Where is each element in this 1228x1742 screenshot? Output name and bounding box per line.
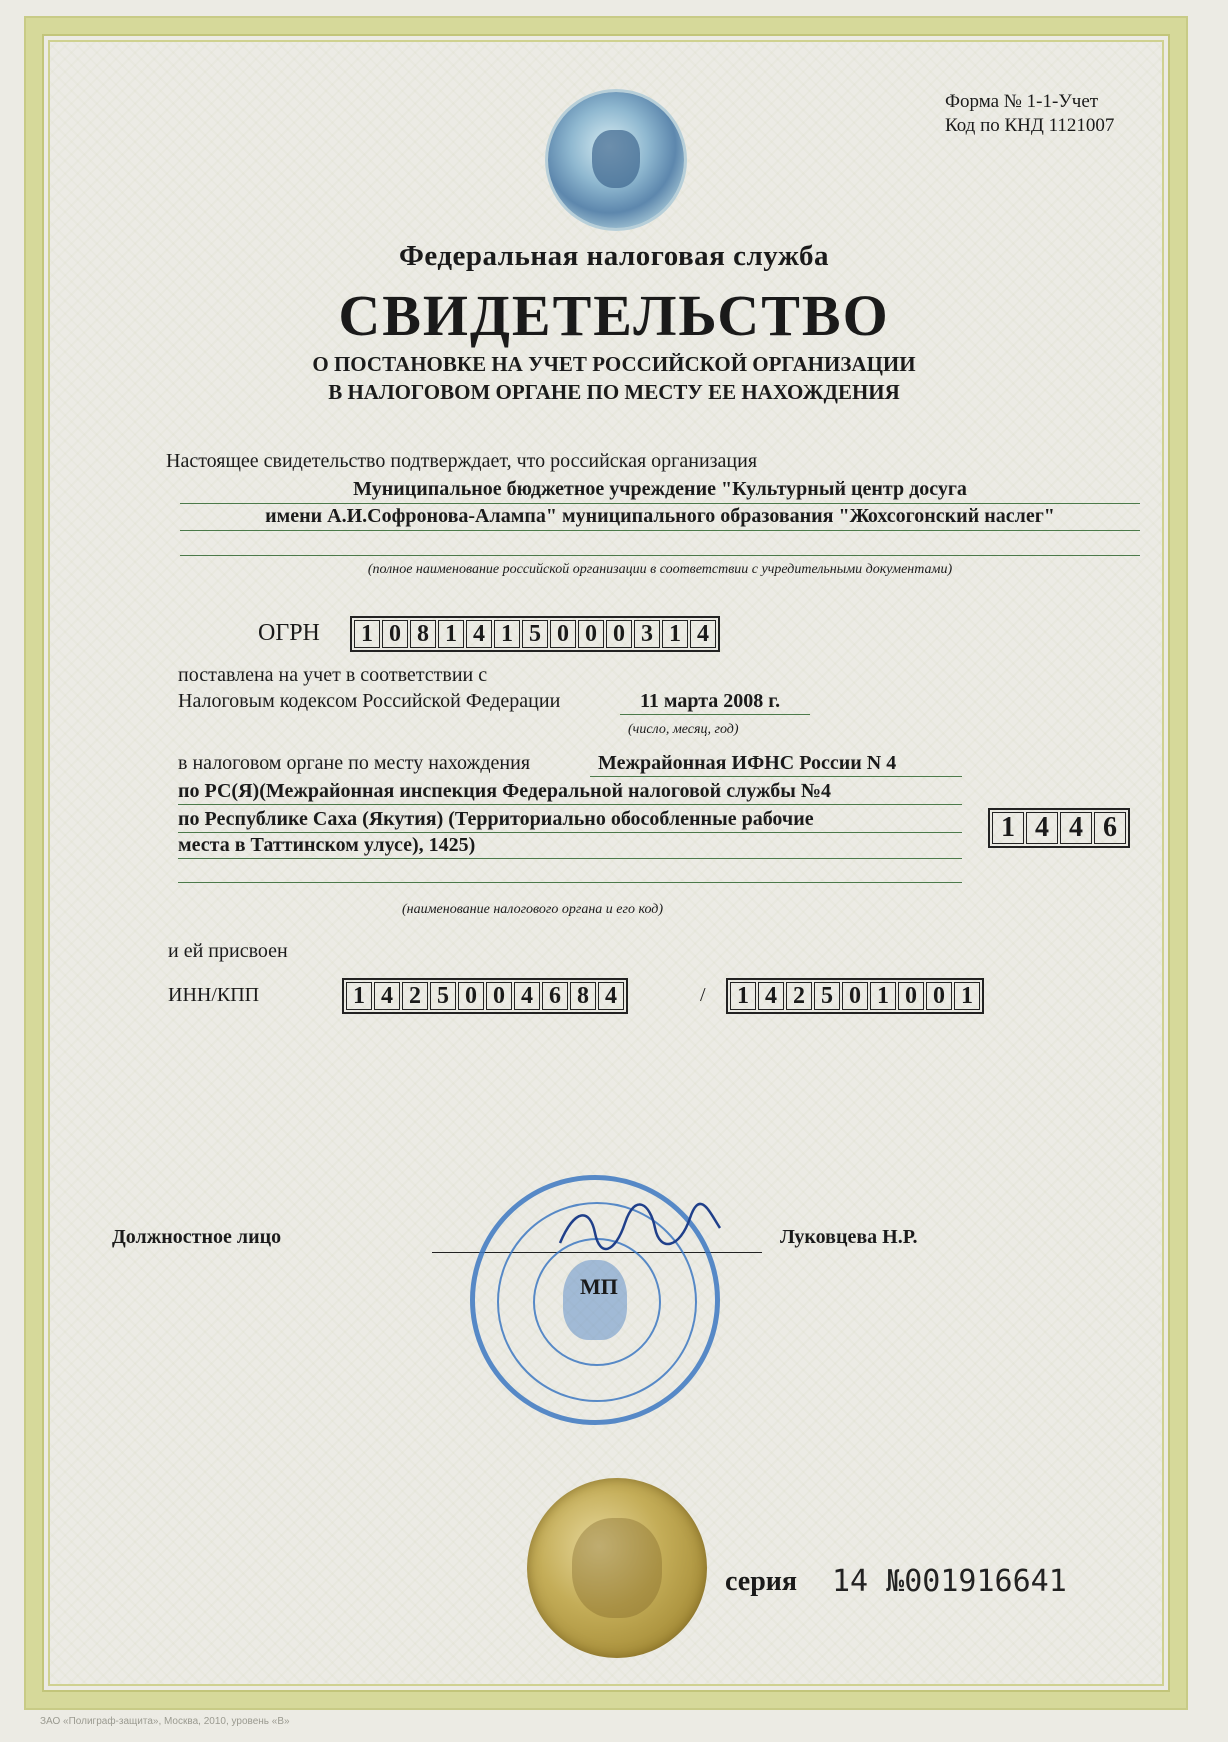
digit-box: 6 (542, 982, 568, 1010)
org-name-underline-1 (180, 503, 1140, 504)
intro-text: Настоящее свидетельство подтверждает, что российская организация (166, 450, 758, 472)
stamp-eagle-icon (563, 1260, 627, 1340)
digit-box: 0 (898, 982, 924, 1010)
hologram-emblem-icon (548, 92, 684, 228)
digit-box: 4 (758, 982, 784, 1010)
registration-date: 11 марта 2008 г. (640, 690, 781, 712)
subtitle-line-1: О ПОСТАНОВКЕ НА УЧЕТ РОССИЙСКОЙ ОРГАНИЗАЦИИ (312, 352, 916, 376)
org-name-underline-3 (180, 555, 1140, 556)
tax-office-line-2: по РС(Я)(Межрайонная инспекция Федеральной налоговой службы №4 (178, 780, 831, 802)
digit-box: 1 (730, 982, 756, 1010)
digit-box: 0 (926, 982, 952, 1010)
org-name-note: (полное наименование российской организации в соответствии с учредительными документами) (367, 562, 953, 577)
org-name-line-2: имени А.И.Софронова-Алампа" муниципального образования "Жохсогонский наслег" (265, 505, 1055, 527)
date-note: (число, месяц, год) (628, 722, 739, 737)
digit-box: 1 (870, 982, 896, 1010)
digit-box: 0 (458, 982, 484, 1010)
page-title: СВИДЕТЕЛЬСТВО (338, 283, 890, 348)
inn-kpp-label: ИНН/КПП (168, 984, 260, 1006)
inn-kpp-separator: / (700, 984, 706, 1006)
digit-box: 1 (662, 620, 688, 648)
tax-office-underline-5 (178, 882, 962, 883)
digit-box: 0 (486, 982, 512, 1010)
subtitle-line-2: В НАЛОГОВОМ ОРГАНЕ ПО МЕСТУ ЕЕ НАХОЖДЕНИЯ (328, 380, 900, 404)
digit-box: 8 (410, 620, 436, 648)
eagle-icon (592, 130, 640, 188)
printer-footer: ЗАО «Полиграф-защита», Москва, 2010, уровень «В» (40, 1716, 290, 1727)
digit-box: 6 (1094, 812, 1126, 844)
digit-box: 2 (786, 982, 812, 1010)
tax-office-line-1: Межрайонная ИФНС России N 4 (598, 752, 897, 774)
digit-box: 1 (494, 620, 520, 648)
ogrn-label: ОГРН (258, 620, 320, 646)
digit-box: 4 (466, 620, 492, 648)
ogrn-boxes (350, 616, 720, 652)
mp-label: МП (580, 1274, 618, 1299)
registered-line-2: Налоговым кодексом Российской Федерации (178, 690, 561, 712)
form-number (945, 90, 1114, 138)
tax-office-underline-2 (178, 804, 962, 805)
digit-box: 5 (814, 982, 840, 1010)
authority-name: Федеральная налоговая служба (398, 240, 830, 272)
digit-box: 0 (578, 620, 604, 648)
tax-office-label: в налоговом органе по месту нахождения (178, 752, 531, 774)
digit-box: 0 (550, 620, 576, 648)
digit-box: 4 (1060, 812, 1092, 844)
tax-office-line-4: места в Таттинском улусе), 1425) (178, 834, 476, 856)
registered-line-1: поставлена на учет в соответствии с (178, 664, 488, 686)
tax-office-underline-1 (590, 776, 962, 777)
series-number: 14 №001916641 (832, 1564, 1067, 1599)
tax-office-note: (наименование налогового органа и его код) (402, 902, 664, 917)
series-label: серия (725, 1566, 798, 1597)
digit-box: 5 (430, 982, 456, 1010)
digit-box: 4 (598, 982, 624, 1010)
knd-code-line: Код по КНД 1121007 (945, 115, 1115, 136)
digit-box: 0 (606, 620, 632, 648)
org-name-underline-2 (180, 530, 1140, 531)
digit-box: 5 (522, 620, 548, 648)
gold-seal-icon (527, 1478, 707, 1658)
date-underline (620, 714, 810, 715)
digit-box: 3 (634, 620, 660, 648)
digit-box: 1 (354, 620, 380, 648)
digit-box: 4 (374, 982, 400, 1010)
digit-box: 1 (992, 812, 1024, 844)
digit-box: 1 (954, 982, 980, 1010)
digit-box: 0 (382, 620, 408, 648)
digit-box: 4 (514, 982, 540, 1010)
org-name-line-1: Муниципальное бюджетное учреждение "Культурный центр досуга (353, 478, 967, 500)
digit-box: 4 (690, 620, 716, 648)
seal-eagle-icon (572, 1518, 662, 1618)
form-number-line: Форма № 1-1-Учет (945, 91, 1099, 112)
digit-box: 4 (1026, 812, 1058, 844)
tax-office-code-boxes (988, 808, 1130, 848)
inn-boxes (342, 978, 628, 1014)
official-label: Должностное лицо (112, 1226, 282, 1248)
official-name: Луковцева Н.Р. (780, 1226, 918, 1248)
tax-office-line-3: по Республике Саха (Якутия) (Территориально обособленные рабочие (178, 808, 814, 830)
digit-box: 1 (438, 620, 464, 648)
signature-icon (555, 1198, 725, 1258)
digit-box: 0 (842, 982, 868, 1010)
digit-box: 1 (346, 982, 372, 1010)
digit-box: 8 (570, 982, 596, 1010)
tax-office-underline-4 (178, 858, 962, 859)
kpp-boxes (726, 978, 984, 1014)
tax-office-underline-3 (178, 832, 962, 833)
assigned-text: и ей присвоен (168, 940, 288, 962)
digit-box: 2 (402, 982, 428, 1010)
